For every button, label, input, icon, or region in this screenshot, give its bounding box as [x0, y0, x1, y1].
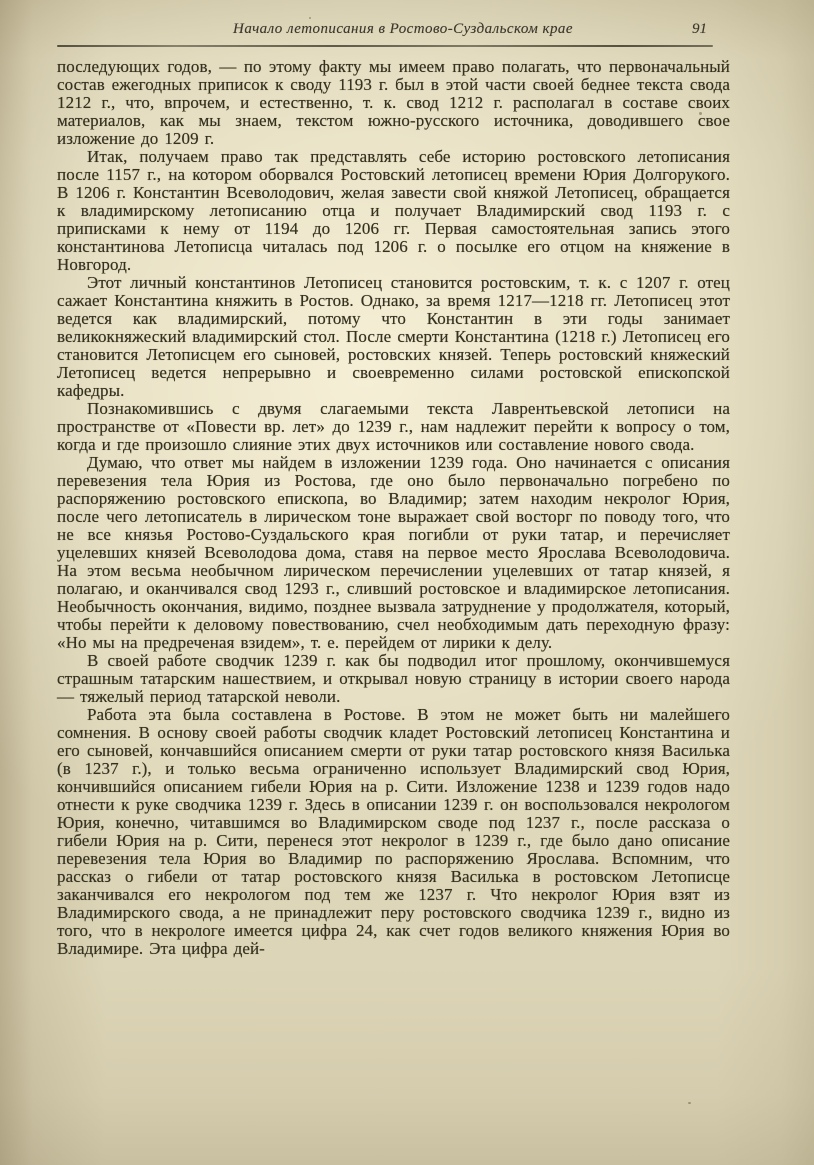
paper-speck — [688, 1102, 691, 1104]
paragraph: Работа эта была составлена в Ростове. В этом не может быть ни малейшего сомнения. В основу своей работы сводчик кладет Ростовский летописец Константина и его сыновей, кончавшийся описанием смерти от руки татар ростовского князя Василька (в 1237 г.), и только весьма ограниченно использует Владимирский свод Юрия, кончившийся описанием гибели Юрия на р. Сити. Изложение 1238 и 1239 годов надо отнести к руке сводчика 1239 г. Здесь в описании 1239 г. он воспользовался некрологом Юрия, конечно, читавшимся во Владимирском своде под 1237 г., после рассказа о гибели Юрия на р. Сити, перенеся этот некролог в 1239 г., где было дано описание перевезения тела Юрия во Владимир по распоряжению Ярослава. Вспомним, что рассказ о гибели от татар ростовского князя Василька в ростовском Летописце заканчивался его некрологом под тем же 1237 г. Что некролог Юрия взят из Владимирского свода, а не принадлежит перу ростовского сводчика 1239 г., видно из того, что в некрологе имеется цифра 24, как счет годов великого княжения Юрия во Владимире. Эта цифра дей- — [57, 705, 730, 958]
running-head-title: Начало летописания в Ростово-Суздальском крае — [233, 21, 573, 37]
paragraph: Этот личный константинов Летописец становится ростовским, т. к. с 1207 г. отец сажает Константина княжить в Ростов. Однако, за время 1217—1218 гг. Летописец этот ведется как владимирский, потому что Константин в эти годы занимает великокняжеский владимирский стол. После смерти Константина (1218 г.) Летописец его становится Летописцем его сыновей, ростовских князей. Теперь ростовский княжеский Летописец ведется непрерывно и своевременно силами ростовской епископской кафедры. — [57, 273, 730, 400]
paragraph: В своей работе сводчик 1239 г. как бы подводил итог прошлому, окончившемуся страшным татарским нашествием, и открывал новую страницу в истории своего народа — тяжелый период татарской неволи. — [57, 651, 730, 706]
page-number: 91 — [692, 21, 707, 37]
running-head — [57, 21, 713, 39]
paragraph: Думаю, что ответ мы найдем в изложении 1239 года. Оно начинается с описания перевезения тела Юрия из Ростова, где оно было первоначально погребено по распоряжению ростовского епископа, во Владимир; затем находим некролог Юрия, после чего летописатель в лирическом тоне выражает свой восторг по поводу того, что не все князья Ростово-Суздальского края погибли от руки татар, и перечисляет уцелевших князей Всеволодова дома, ставя на первое место Ярослава Всеволодовича. На этом весьма необычном лирическом перечислении уцелевших от татар князей, я полагаю, и оканчивался свод 1293 г., сливший ростовское и владимирское летописания. Необычность окончания, видимо, позднее вызвала затруднение у продолжателя, который, чтобы перейти к деловому повествованию, счел необходимым дать переходную фразу: «Но мы на предреченая взидем», т. е. перейдем от лирики к делу. — [57, 453, 730, 652]
header-rule — [57, 45, 713, 47]
paper-speck — [699, 112, 702, 115]
paragraph: последующих годов, — по этому факту мы имеем право полагать, что первоначальный состав ежегодных приписок к своду 1193 г. был в этой части своей беднее текста свода 1212 г., что, впрочем, и естественно, т. к. свод 1212 г. располагал в составе своих материалов, как мы знаем, текстом южно-русского источника, доводившего свое изложение до 1209 г. — [57, 57, 730, 148]
body-text — [57, 58, 730, 958]
paper-speck — [309, 17, 311, 19]
paragraph: Итак, получаем право так представлять себе историю ростовского летописания после 1157 г., на котором оборвался Ростовский летописец времени Юрия Долгорукого. В 1206 г. Константин Всеволодович, желая завести свой княжой Летописец, обращается к владимирскому летописанию отца и получает Владимирский свод 1193 г. с приписками к нему от 1194 до 1206 гг. Первая самостоятельная запись этого константинова Летописца читалась под 1206 г. о посылке его отцом на княжение в Новгород. — [57, 147, 730, 274]
paragraph: Познакомившись с двумя слагаемыми текста Лаврентьевской летописи на пространстве от «Повести вр. лет» до 1239 г., нам надлежит перейти к вопросу о том, когда и где произошло слияние этих двух источников или составление нового свода. — [57, 399, 730, 454]
